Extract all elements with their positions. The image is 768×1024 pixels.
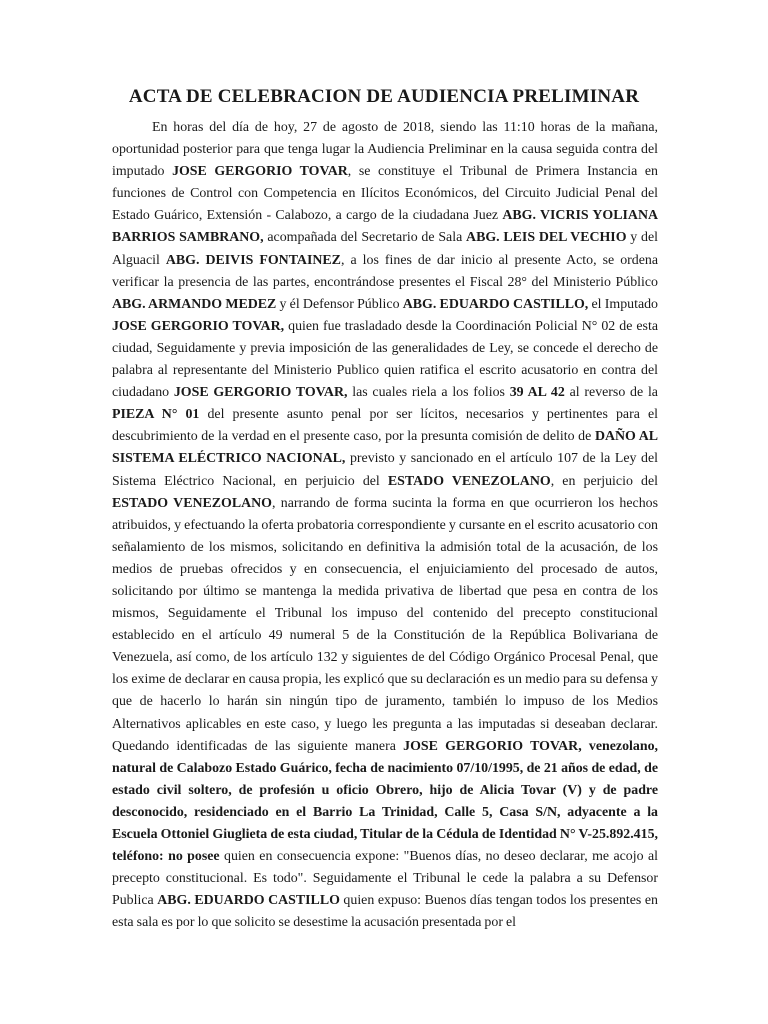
bold-text-segment: JOSE GERGORIO TOVAR, [112,318,285,334]
text-segment: quien fue trasladado desde la Coordinación Policial N° 02 de esta ciudad, Seguidamente y previa imposición de las generalidades de Ley, se concede el derecho de palabra al representante del Ministerio Publico quien ratifica el escrito acusatorio en contra del ciudadano [112,318,658,401]
bold-text-segment: ABG. EDUARDO CASTILLO [157,893,340,909]
document-title: ACTA DE CELEBRACION DE AUDIENCIA PRELIMINAR [128,86,640,107]
bold-text-segment: ABG. LEIS DEL VECHIO [466,230,627,246]
text-segment: , narrando de forma sucinta la forma en que ocurrieron los hechos atribuidos, y efectuando la oferta probatoria correspondiente y cursante en el escrito acusatorio con señalamiento de los mismos, solicitando en definitiva la admisión total de la acusación, de los medios de pruebas ofrecidos y en consecuencia, el enjuiciamiento del procesado de autos, solicitando por último se mantenga la medida privativa de libertad que pesa en contra de los mismos, Seguidamente el Tribunal los impuso del contenido del precepto constitucional establecido en el artículo 49 numeral 5 de la Constitución de la República Bolivariana de Venezuela, así como, de los artículo 132 y siguientes de del Código Orgánico Procesal Penal, que los exime de declarar en causa propia, les explicó que su declaración es un medio para su defensa y que de hacerlo lo harán sin ningún tipo de juramento, también lo impuso de los Medios Alternativos aplicables en este caso, y luego les pregunta a las imputadas si deseaban declarar. Quedando identificadas de las siguiente manera [112,495,658,754]
bold-text-segment: ABG. VICRIS YOLIANA BARRIOS SAMBRANO, [112,208,659,246]
text-segment: las cuales riela a los folios [347,385,510,401]
text-segment: En horas del día de hoy, 27 de agosto de 2018, siendo las 11:10 horas de la mañana, oportunidad posterior para que tenga lugar la Audiencia Preliminar en la causa seguida contra del imputado [112,120,658,180]
bold-text-segment: ESTADO VENEZOLANO [387,473,551,489]
bold-text-segment: JOSE GERGORIO TOVAR, [173,385,348,401]
text-segment: acompañada del Secretario de Sala [263,230,467,246]
bold-text-segment: JOSE GERGORIO TOVAR [172,164,348,180]
text-segment: quien en consecuencia expone: "Buenos días, no deseo declarar, me acojo al precepto constitucional. Es todo". Seguidamente el Tribunal le cede la palabra a su Defensor Publica [112,849,658,909]
bold-text-segment: PIEZA N° 01 [112,407,200,423]
text-segment: y del Alguacil [112,230,659,268]
bold-text-segment: ABG. ARMANDO MEDEZ [112,296,277,312]
bold-text-segment: 39 AL 42 [509,385,565,401]
bold-text-segment: ABG. EDUARDO CASTILLO, [402,296,589,312]
text-segment: quien expuso: Buenos días tengan todos los presentes en esta sala es por lo que solicito se desestime la acusación presentada por el [112,893,658,931]
bold-text-segment: JOSE GERGORIO TOVAR, venezolano, natural de Calabozo Estado Guárico, fecha de nacimiento 07/10/1995, de 21 años de edad, de estado civil soltero, de profesión u oficio Obrero, hijo de Alicia Tovar (V) y de padre desconocido, residenciado en el Barrio La Trinidad, Calle 5, Casa S/N, adyacente a la Escuela Ottoniel Giuglieta de esta ciudad, Titular de la Cédula de Identidad N° V-25.892.415, teléfono: no posee [112,738,658,865]
text-segment: , se constituye el Tribunal de Primera Instancia en funciones de Control con Competencia en Ilícitos Económicos, del Circuito Judicial Penal del Estado Guárico, Extensión - Calabozo, a cargo de la ciudadana Juez [112,164,658,224]
text-segment: el Imputado [588,296,658,312]
bold-text-segment: DAÑO AL SISTEMA ELÉCTRICO NACIONAL, [112,429,658,467]
text-segment: del presente asunto penal por ser lícitos, necesarios y pertinentes para el descubrimiento de la verdad en el presente caso, por la presunta comisión de delito de [112,407,658,445]
text-segment: , en perjuicio del [550,473,658,489]
text-segment: , a los fines de dar inicio al presente Acto, se ordena verificar la presencia de las partes, encontrándose presentes el Fiscal 28° del Ministerio Público [112,252,658,290]
bold-text-segment: ABG. DEIVIS FONTAINEZ [165,252,341,268]
text-segment: y él Defensor Público [276,296,403,312]
text-segment: al reverso de la [564,385,658,401]
document-body [112,117,658,934]
bold-text-segment: ESTADO VENEZOLANO [112,495,272,511]
text-segment: previsto y sancionado en el artículo 107 de la Ley del Sistema Eléctrico Nacional, en perjuicio del [112,451,658,489]
